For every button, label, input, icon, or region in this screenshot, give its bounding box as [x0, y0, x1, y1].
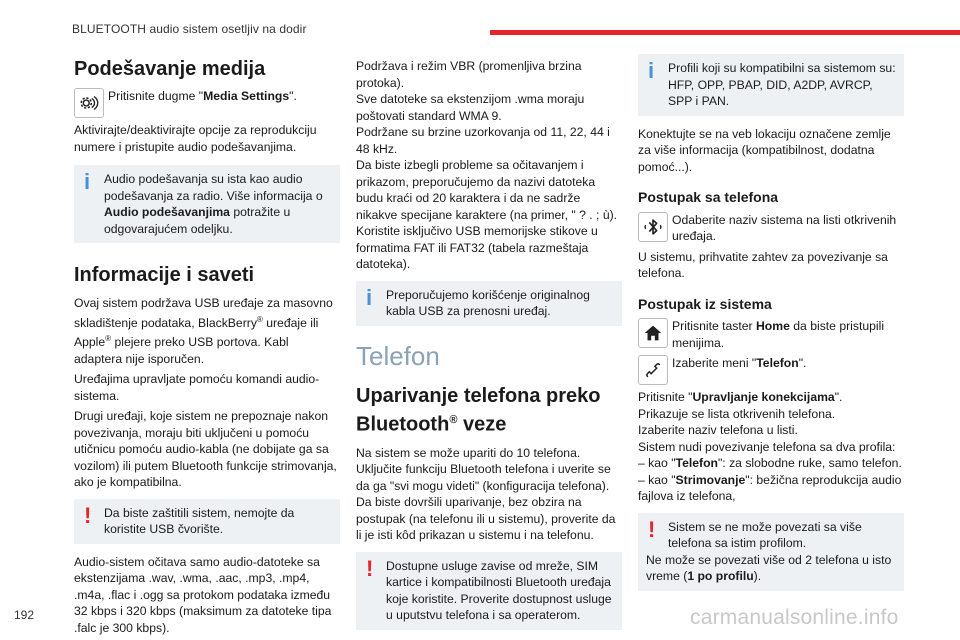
warning-icon: !: [648, 516, 656, 542]
text: Pritisnite dugme ": [108, 89, 204, 103]
watermark: carmanualsonline.info: [690, 606, 899, 629]
warning-note: [638, 513, 904, 591]
bluetooth-icon: [638, 212, 668, 242]
page-number: 192: [14, 608, 35, 622]
paragraph: Da biste dovršili uparivanje, bez obzira na postupak (na telefonu ili u sistemu), proverite da li je isti kôd prikazan u sistemu i na telefonu.: [356, 495, 616, 543]
info-note: [356, 281, 622, 326]
phone-procedure-step: [638, 212, 904, 245]
registered-mark: ®: [105, 334, 112, 344]
paragraph: Drugi uređaji, koje sistem ne prepoznaje nakon povezivanja, moraju biti uključeni u pomoću utičnicu pomoću audio-kabla (ne dobijate ga sa vozilom) ili putem Bluetooth funkcije strimovanja, ako je kompatibilna.: [74, 409, 337, 490]
paragraph: Sve datoteke sa ekstenzijom .wma moraju poštovati standard WMA 9.: [356, 92, 585, 123]
paragraph: Uključite funkciju Bluetooth telefona i uverite se da ga "svi mogu videti" (konfiguracija telefona).: [356, 462, 611, 493]
step-text: Odaberite naziv sistema na listi otkrivenih uređaja.: [672, 212, 897, 243]
heading-media-settings: Podešavanje medija: [74, 58, 266, 80]
text: da biste pristupili menijima.: [672, 319, 885, 350]
heading-bluetooth-pairing: [356, 384, 622, 437]
info-note: [638, 54, 904, 116]
text: Upravljanje konekcijama: [692, 390, 835, 404]
column-3: [638, 58, 904, 601]
text: ".: [798, 356, 807, 370]
paragraph: [74, 295, 340, 367]
text: ).: [753, 569, 762, 583]
warning-note: [74, 499, 340, 544]
paragraph: Audio-sistem očitava samo audio-datoteke sa ekstenzijama .wav, .wma, .aac, .mp3, .mp4, .m4a, .flac i .ogg sa protokom podataka između 32 kbps i 320 kbps (maksimum za datoteke tipa .falc je 300 kbps).: [74, 554, 332, 635]
media-settings-instruction: [74, 88, 340, 118]
media-settings-label: Media Settings: [203, 89, 290, 103]
text: ".: [834, 390, 843, 404]
registered-mark: ®: [256, 314, 263, 324]
text: Ne može se povezati više od 2 telefona u isto vreme (: [646, 552, 892, 583]
warning-icon: !: [366, 555, 374, 581]
note-text: [82, 171, 332, 237]
media-settings-text: [108, 88, 297, 105]
note-text: Da biste zaštitili sistem, nemojte da koristite USB čvorište.: [104, 505, 295, 537]
step-text: [672, 355, 806, 372]
section-title-telefon: Telefon: [356, 340, 440, 371]
text: Uparivanje telefona preko Bluetooth: [356, 385, 601, 436]
paragraph: [638, 472, 904, 505]
info-icon: i: [84, 169, 91, 194]
text: Ovaj sistem podržava USB uređaje za masovno skladištenje podataka, BlackBerry: [74, 296, 333, 330]
heading-info-tips: Informacije i saveti: [74, 264, 255, 286]
paragraph: [638, 455, 904, 472]
phone-handset-icon: [638, 355, 668, 385]
info-icon: i: [366, 284, 373, 310]
text: potražite u odgovarajućem odeljku.: [104, 205, 291, 236]
running-header: BLUETOOTH audio sistem osetljiv na dodir: [72, 22, 307, 36]
registered-mark: ®: [449, 414, 458, 426]
paragraph: Izaberite naziv telefona u listi.: [638, 423, 798, 437]
text: – kao ": [638, 472, 676, 487]
header-accent-bar: [490, 30, 960, 35]
heading-system-procedure: Postupak iz sistema: [638, 295, 772, 312]
paragraph: Da biste izbegli probleme sa očitavanjem i prikazom, preporučujemo da nazivi datoteka budu kraći od 20 karaktera i da ne sadrže nikakve specijane karaktere (na primer, " ? . ; ù).: [356, 158, 618, 222]
text: Pritisnite ": [638, 390, 693, 404]
text: ": za slobodne ruke, samo telefon.: [717, 456, 902, 470]
paragraph: Aktivirajte/deaktivirajte opcije za reprodukciju numere i pristupite audio podešavanjima.: [74, 123, 317, 154]
note-text: [646, 552, 896, 585]
text: Izaberite meni ": [672, 356, 757, 370]
paragraph: [638, 389, 904, 406]
warning-note: [356, 552, 622, 630]
paragraph: Podržane su brzine uzorkovanja od 11, 22, 44 i 48 kHz.: [356, 125, 610, 156]
text: ".: [289, 89, 297, 103]
text: Audio podešavanja su ista kao audio podešavanja za radio. Više informacija o: [104, 172, 323, 203]
paragraph: U sistemu, prihvatite zahtev za povezivanje sa telefona.: [638, 249, 888, 280]
note-text: Sistem se ne može povezati sa više telefona sa istim profilom.: [668, 519, 862, 550]
text: Audio podešavanjima: [104, 205, 230, 219]
text: ": bežična reprodukcija audio fajlova iz telefona,: [638, 472, 902, 503]
text: veze: [457, 413, 507, 436]
text: – kao ": [638, 456, 676, 470]
note-text: Preporučujemo korišćenje originalnog kabla USB za prenosni uređaj.: [386, 287, 590, 318]
text: Home: [756, 319, 790, 333]
info-note: [74, 165, 340, 243]
paragraph: Konektujte se na veb lokaciju označene zemlje za više informacija (kompatibilnost, dodatna pomoć...).: [638, 126, 891, 174]
paragraph: Na sistem se može upariti do 10 telefona.: [356, 445, 581, 460]
paragraph: Sistem nudi povezivanje telefona sa dva profila:: [638, 439, 896, 454]
paragraph: Koristite isključivo USB memorijske stikove u formatima FAT ili FAT32 (tabela razmeštaja datoteka).: [356, 224, 598, 271]
text: uređaje ili Apple: [74, 315, 319, 350]
text: Pritisnite taster: [672, 319, 756, 333]
column-2: [356, 58, 622, 640]
text: Telefon: [675, 456, 718, 470]
note-text: Profili koji su kompatibilni sa sistemom su: HFP, OPP, PBAP, DID, A2DP, AVRCP, SPP i PAN.: [668, 61, 896, 108]
media-settings-icon: [74, 88, 104, 118]
system-procedure-step: [638, 318, 904, 351]
text: Strimovanje: [675, 472, 746, 487]
system-procedure-step: [638, 355, 904, 385]
paragraph: Uređajima upravljate pomoću komandi audio-sistema.: [74, 372, 320, 403]
step-text: [672, 318, 904, 351]
home-icon: [638, 318, 668, 348]
note-text: Dostupne usluge zavise od mreže, SIM kartice i kompatibilnosti Bluetooth uređaja koje koristite. Proverite dostupnost usluge u uputstvu telefona i sa operaterom.: [386, 558, 612, 623]
heading-phone-procedure: Postupak sa telefona: [638, 189, 779, 205]
warning-icon: !: [84, 502, 92, 528]
column-1: [74, 58, 340, 640]
info-icon: i: [648, 58, 655, 83]
paragraph: Podržava i režim VBR (promenljiva brzina protoka).: [356, 59, 582, 90]
text: 1 po profilu: [687, 569, 754, 583]
text: Telefon: [756, 356, 799, 370]
text: plejere preko USB portova. Kabl adaptera nije isporučen.: [74, 335, 289, 366]
paragraph: Prikazuje se lista otkrivenih telefona.: [638, 406, 836, 421]
